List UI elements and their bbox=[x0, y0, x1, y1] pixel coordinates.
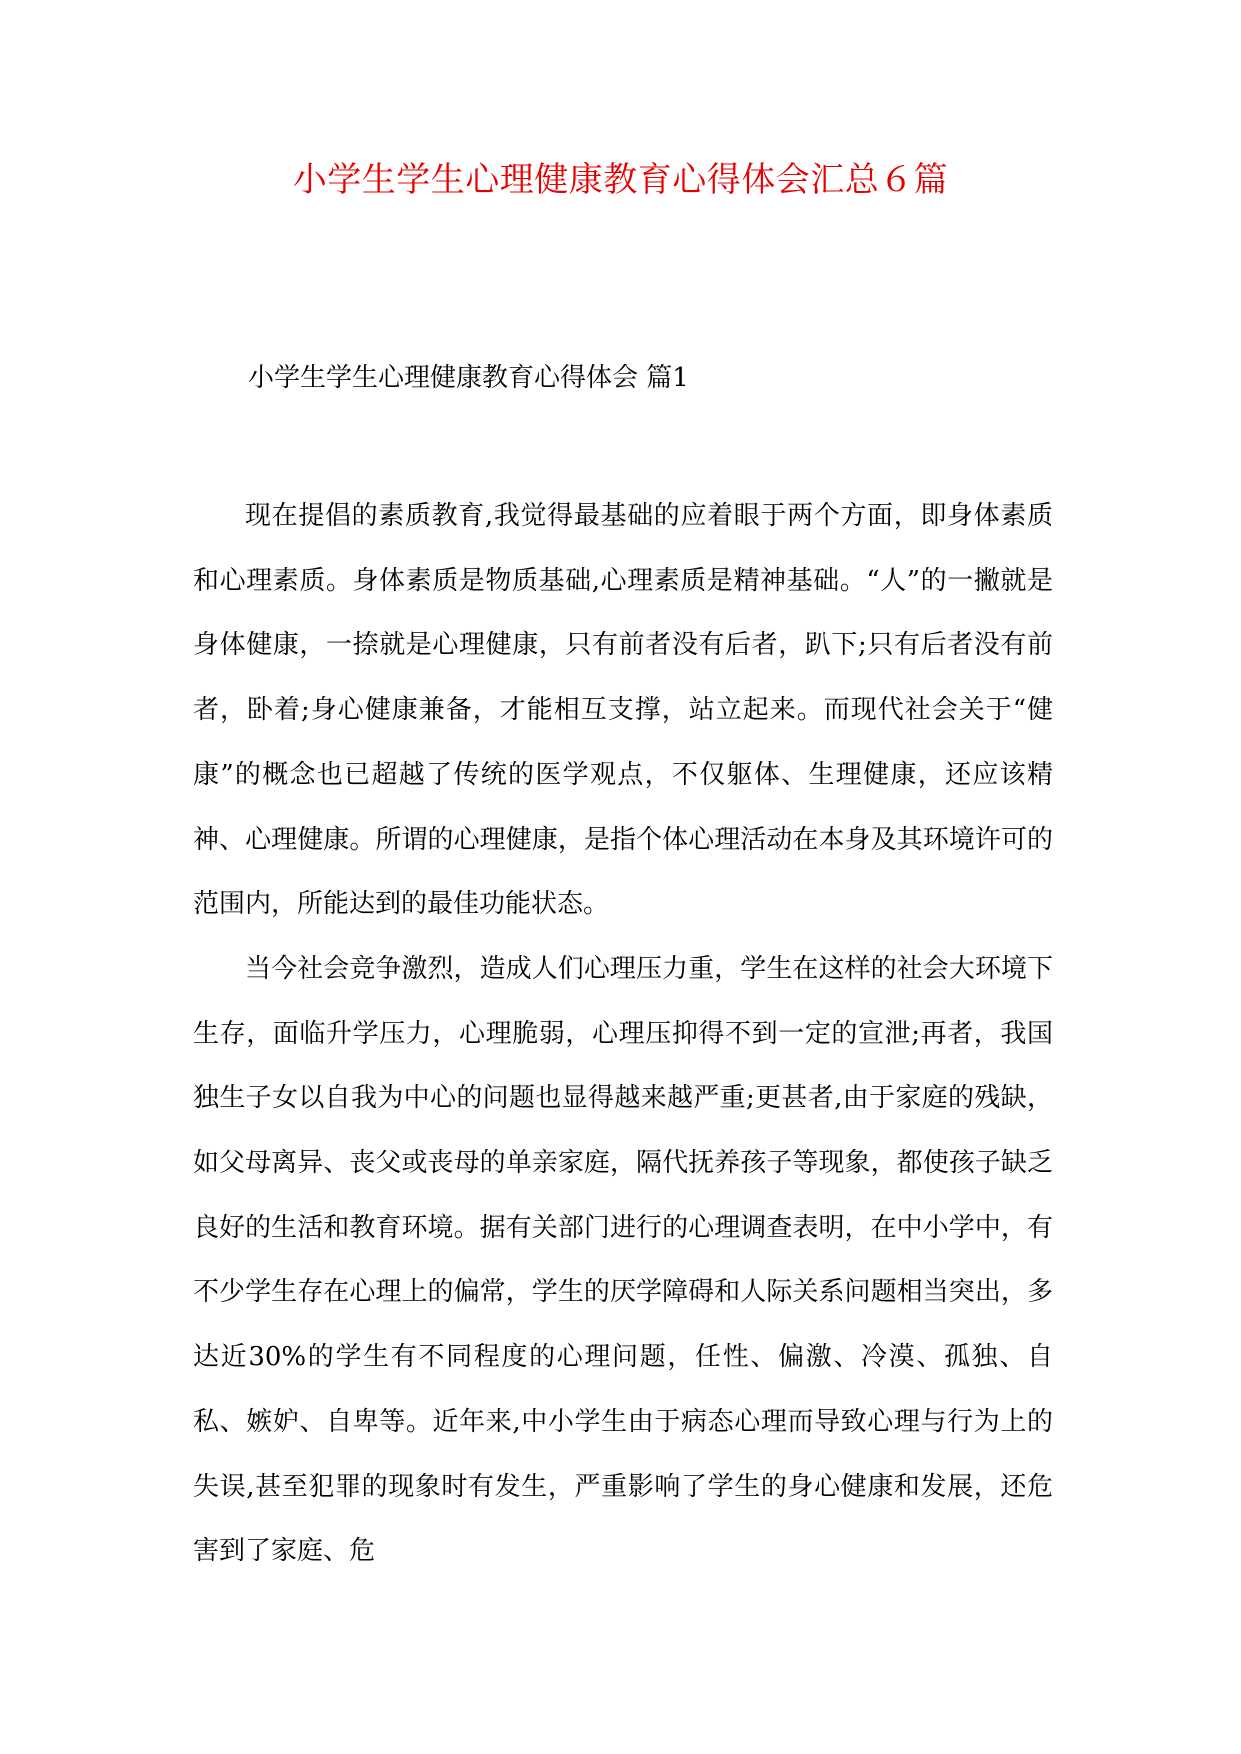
document-title: 小学生学生心理健康教育心得体会汇总６篇 bbox=[292, 160, 949, 200]
paragraph: 当今社会竞争激烈，造成人们心理压力重，学生在这样的社会大环境下生存，面临升学压力，心理脆弱，心理压抑得不到一定的宣泄;再者，我国独生子女以自我为中心的问题也显得越来越严重;更甚者,由于家庭的残缺，如父母离异、丧父或丧母的单亲家庭，隔代抚养孩子等现象，都使孩子缺乏良好的生活和教育环境。据有关部门进行的心理调查表明，在中小学中，有不少学生存在心理上的偏常，学生的厌学障碍和人际关系问题相当突出，多达近30%的学生有不同程度的心理问题，任性、偏激、冷漠、孤独、自私、嫉妒、自卑等。近年来,中小学生由于病态心理而导致心理与行为上的失误,甚至犯罪的现象时有发生，严重影响了学生的身心健康和发展，还危害到了家庭、危 bbox=[193, 953, 1053, 1567]
document-body bbox=[193, 484, 1053, 1584]
paragraph: 现在提倡的素质教育,我觉得最基础的应着眼于两个方面，即身体素质和心理素质。身体素质是物质基础,心理素质是精神基础。“人”的一撇就是身体健康，一捺就是心理健康，只有前者没有后者，趴下;只有后者没有前者，卧着;身心健康兼备，才能相互支撑，站立起来。而现代社会关于“健康”的概念也已超越了传统的医学观点，不仅躯体、生理健康，还应该精神、心理健康。所谓的心理健康，是指个体心理活动在本身及其环境许可的范围内，所能达到的最佳功能状态。 bbox=[193, 501, 1053, 920]
section-heading: 小学生学生心理健康教育心得体会 篇1 bbox=[248, 363, 689, 393]
